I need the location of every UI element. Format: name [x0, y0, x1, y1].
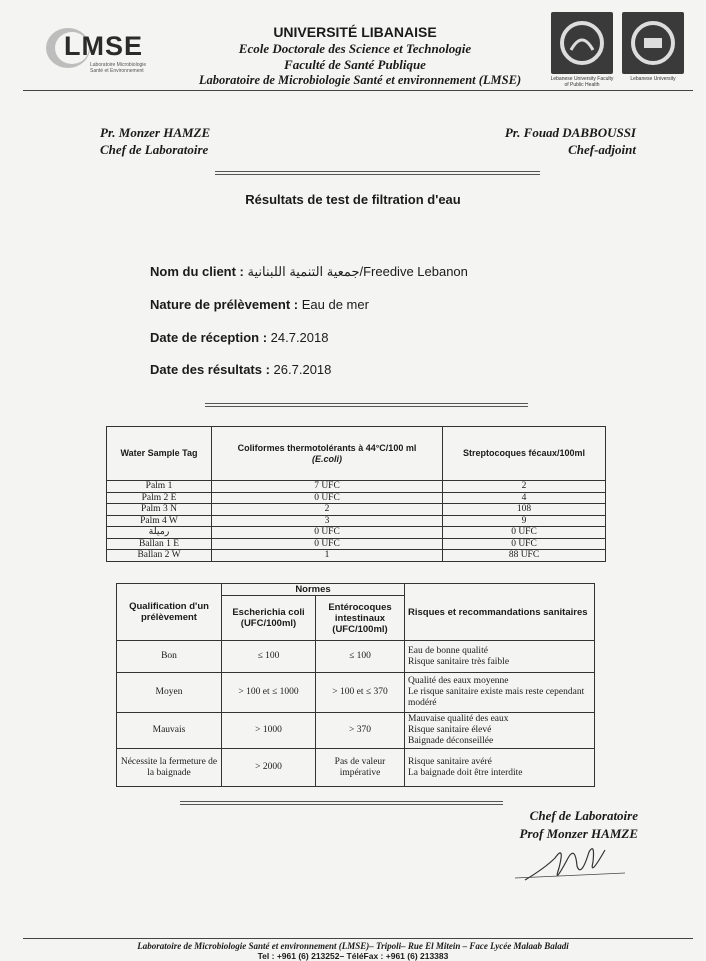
lmse-logo: [38, 20, 163, 78]
title-divider-top-2: [215, 174, 540, 175]
results-table-header: [107, 427, 606, 481]
logo-subtitle: Laboratoire Microbiologie Santé et Environnement: [90, 62, 147, 74]
col-qualification: Qualification d'un prélèvement: [117, 584, 222, 641]
table-row: Palm 2 E 0 UFC 4: [107, 492, 606, 504]
lab-name: Laboratoire de Microbiologie Santé et environnement (LMSE): [198, 73, 522, 87]
client-value: جمعية التنمية اللبنانية/Freedive Lebanon: [243, 264, 468, 279]
handwritten-signature: [515, 838, 635, 890]
footer-divider: [23, 938, 693, 939]
deputy-name: Pr. Fouad DABBOUSSI: [504, 125, 636, 140]
client-label: Nom du client :: [150, 264, 244, 279]
logo-wordmark: LMSE: [64, 31, 144, 61]
table-row: Palm 1 7 UFC 2: [107, 481, 606, 493]
nature-label: Nature de prélèvement :: [150, 297, 299, 312]
norms-group-header: Normes: [222, 584, 405, 596]
table-row: Bon ≤ 100 ≤ 100 Eau de bonne qualité Risque sanitaire très faible: [117, 641, 595, 673]
norms-table: [116, 583, 595, 787]
university-crest-2: [622, 12, 684, 74]
signature-name: Prof Monzer HAMZE: [519, 826, 638, 841]
table-row: رميلة 0 UFC 0 UFC: [107, 527, 606, 539]
table-row: Palm 4 W 3 9: [107, 515, 606, 527]
table-row: Nécessite la fermeture de la baignade > 2000 Pas de valeur impérative Risque sanitaire avéré La baignade doit être interdite: [117, 749, 595, 787]
client-field: [150, 264, 468, 280]
table-row: Palm 3 N 2 108: [107, 504, 606, 516]
university-name: UNIVERSITÉ LIBANAISE: [273, 24, 437, 40]
fields-divider: [205, 403, 528, 404]
results-date-field: [150, 362, 331, 377]
table-row: Ballan 2 W 1 88 UFC: [107, 550, 606, 562]
reception-date-value: 24.7.2018: [267, 330, 329, 345]
crest-1-caption: Lebanese University Faculty of Public Health: [550, 76, 614, 88]
col-sample-tag: Water Sample Tag: [107, 427, 212, 481]
table-row: Ballan 1 E 0 UFC 0 UFC: [107, 538, 606, 550]
col-streptocoques: Streptocoques fécaux/100ml: [443, 427, 606, 481]
col-ecoli: Escherichia coli (UFC/100ml): [222, 596, 316, 641]
lab-chief-name: Pr. Monzer HAMZE: [100, 125, 211, 140]
nature-value: Eau de mer: [298, 297, 369, 312]
fields-divider-2: [205, 406, 528, 407]
deputy-block: [505, 124, 636, 158]
lab-chief-block: [100, 124, 210, 158]
signature-divider: [180, 801, 503, 802]
lab-chief-role: Chef de Laboratoire: [100, 142, 209, 157]
col-risks: Risques et recommandations sanitaires: [405, 584, 595, 641]
footer-address: Laboratoire de Microbiologie Santé et environnement (LMSE)– Tripoli– Rue El Mitein – Face Lycée Malaab Baladi: [137, 941, 569, 951]
results-date-label: Date des résultats :: [150, 362, 270, 377]
header-divider: [23, 90, 693, 91]
signature-role: Chef de Laboratoire: [529, 808, 638, 823]
col-enterocoques: Entérocoques intestinaux (UFC/100ml): [316, 596, 405, 641]
reception-date-field: [150, 330, 328, 345]
footer-phone: Tel : +961 (6) 213252– TéléFax : +961 (6) 213383: [257, 951, 449, 961]
crest-2-caption: Lebanese University: [630, 76, 676, 82]
faculty-name: Faculté de Santé Publique: [284, 57, 426, 72]
university-crest-1: [551, 12, 613, 74]
table-row: Moyen > 100 et ≤ 1000 > 100 et ≤ 370 Qualité des eaux moyenne Le risque sanitaire existe mais reste cependant modéré: [117, 673, 595, 713]
document-title: Résultats de test de filtration d'eau: [245, 192, 461, 207]
results-table: [106, 426, 606, 562]
results-date-value: 26.7.2018: [269, 362, 332, 377]
nature-field: [150, 297, 369, 312]
deputy-role: Chef-adjoint: [568, 142, 636, 157]
col-coliformes: Coliformes thermotolérants à 44°C/100 ml (E.coli): [212, 427, 443, 481]
reception-date-label: Date de réception :: [150, 330, 268, 345]
table-row: Mauvais > 1000 > 370 Mauvaise qualité des eaux Risque sanitaire élevé Baignade déconseillée: [117, 713, 595, 749]
title-divider-top: [215, 171, 540, 172]
doctoral-school: Ecole Doctorale des Science et Technologie: [238, 41, 472, 56]
signature-divider-2: [180, 804, 503, 805]
